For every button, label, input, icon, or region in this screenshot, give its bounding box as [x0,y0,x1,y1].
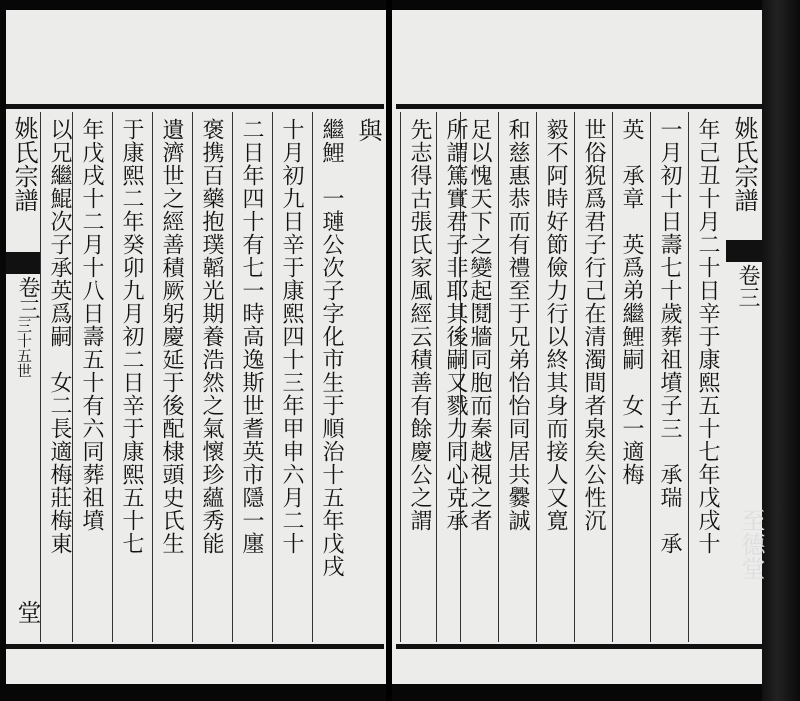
right-hall-name: 至德堂 [737,508,765,580]
left-top-rule [6,104,384,109]
right-book-title: 姚氏宗譜 [730,116,758,212]
right-title-black-bar [726,240,762,262]
left-text-column-6: 于康熙二年癸卯九月初二日辛于康熙五十七 [112,112,149,642]
left-hall-name: 堂 [13,600,41,624]
right-text-column-1: 年己丑十月二十日辛于康熙五十七年戊戌十 [688,112,725,642]
left-text-column-3: 二日年四十有七一時高逸斯世耆英市隱一廛 [232,112,269,642]
right-top-rule [396,104,762,109]
left-title-black-bar [6,252,40,274]
left-text-column-1: 繼鯉 一璉公次子字化市生于順治十五年戊戌 [312,112,349,642]
left-text-column-8: 以兄繼鯤次子承英爲嗣 女二長適梅莊梅東 [40,112,77,642]
left-text-column-2: 十月初九日辛于康熙四十三年甲申六月二十 [272,112,309,642]
left-heading-column: 與 [354,118,382,145]
right-text-column-3: 英 承章 英爲弟繼鯉嗣 女一適梅 [612,112,649,642]
right-bottom-rule [396,644,762,649]
right-text-column-9: 先志得古張氏家風經云積善有餘慶公之謂 [400,112,437,642]
book-spine [762,0,800,701]
left-bottom-rule [6,644,384,649]
left-book-title: 姚氏宗譜 [10,116,38,212]
right-juan-label: 卷三 [735,264,760,308]
left-text-column-7: 年戊戌十二月十八日壽五十有六同葬祖墳 [72,112,109,642]
right-text-column-2: 一月初十日壽七十歲葬祖墳子三 承瑞 承 [650,112,687,642]
left-generation-label: 三十五世 [15,318,33,378]
right-text-column-4: 世俗猊爲君子行己在清濁間者泉矣公性沉 [574,112,611,642]
left-juan-label: 卷三 [15,276,40,320]
right-text-column-7: 足以愧天下之變起鬩牆同胞而秦越視之者 [460,112,497,642]
right-text-column-6: 和慈惠恭而有禮至于兄弟怡怡同居共爨誠 [498,112,535,642]
right-text-column-8: 所謂篤實君子非耶其後嗣又戮力同心克承 [436,112,473,642]
right-text-column-5: 毅不阿時好節儉力行以終其身而接人又寛 [536,112,573,642]
left-text-column-5: 遺濟世之經善積厥躬慶延于後配棣頭史氏生 [152,112,189,642]
left-text-column-4: 褒携百藥抱璞韜光期養浩然之氣懷珍蘊秀能 [192,112,229,642]
